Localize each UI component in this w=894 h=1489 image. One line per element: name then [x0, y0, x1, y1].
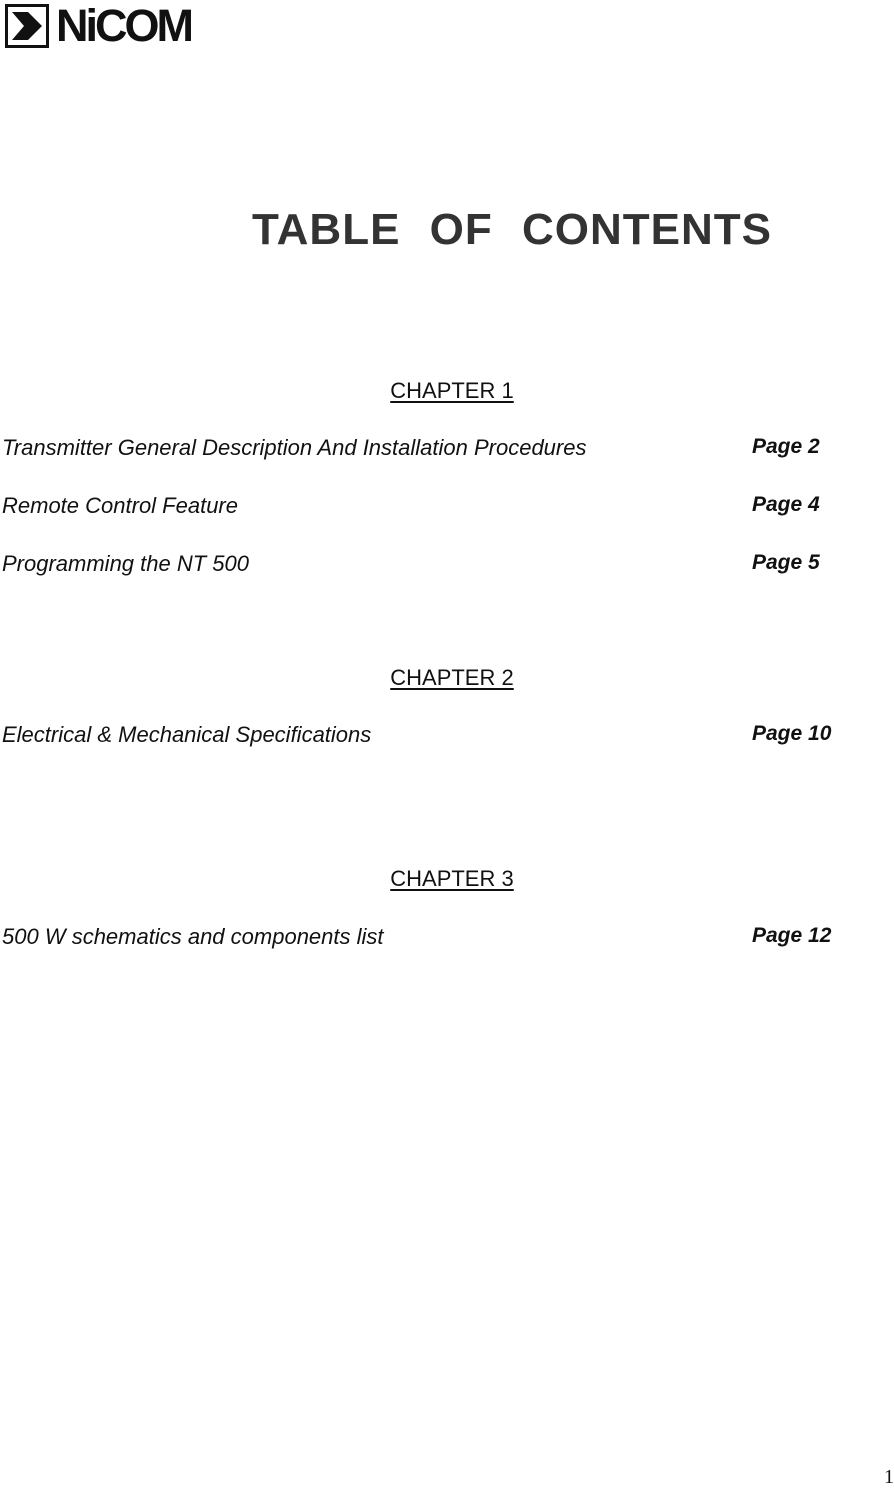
toc-entry-title: Programming the NT 500 — [2, 551, 249, 576]
nicom-logo — [5, 0, 191, 51]
toc-entry-title: 500 W schematics and components list — [2, 924, 384, 949]
nicom-arrow-logo-icon — [5, 4, 49, 48]
page-title: TABLE OF CONTENTS — [252, 205, 772, 254]
toc-entry-title: Transmitter General Description And Installation Procedures — [2, 435, 587, 460]
chapter-2-heading: CHAPTER 2 — [390, 665, 514, 690]
toc-entry-page: Page 12 — [752, 924, 832, 947]
toc-entry — [0, 435, 894, 465]
toc-entry — [0, 551, 894, 581]
toc-entry-title: Remote Control Feature — [2, 493, 238, 518]
chapter-3-heading: CHAPTER 3 — [390, 866, 514, 891]
toc-entry-page: Page 2 — [752, 435, 820, 458]
logo-wordmark: NiCOM — [56, 0, 191, 51]
toc-entry — [0, 924, 894, 954]
toc-entry-title: Electrical & Mechanical Specifications — [2, 722, 372, 747]
toc-entry-page: Page 5 — [752, 551, 820, 574]
toc-entry — [0, 493, 894, 523]
toc-entry-page: Page 10 — [752, 722, 832, 745]
toc-entry — [0, 722, 894, 752]
chapter-1-heading: CHAPTER 1 — [390, 378, 514, 403]
page-number: 1 — [884, 1466, 894, 1488]
toc-entry-page: Page 4 — [752, 493, 820, 516]
